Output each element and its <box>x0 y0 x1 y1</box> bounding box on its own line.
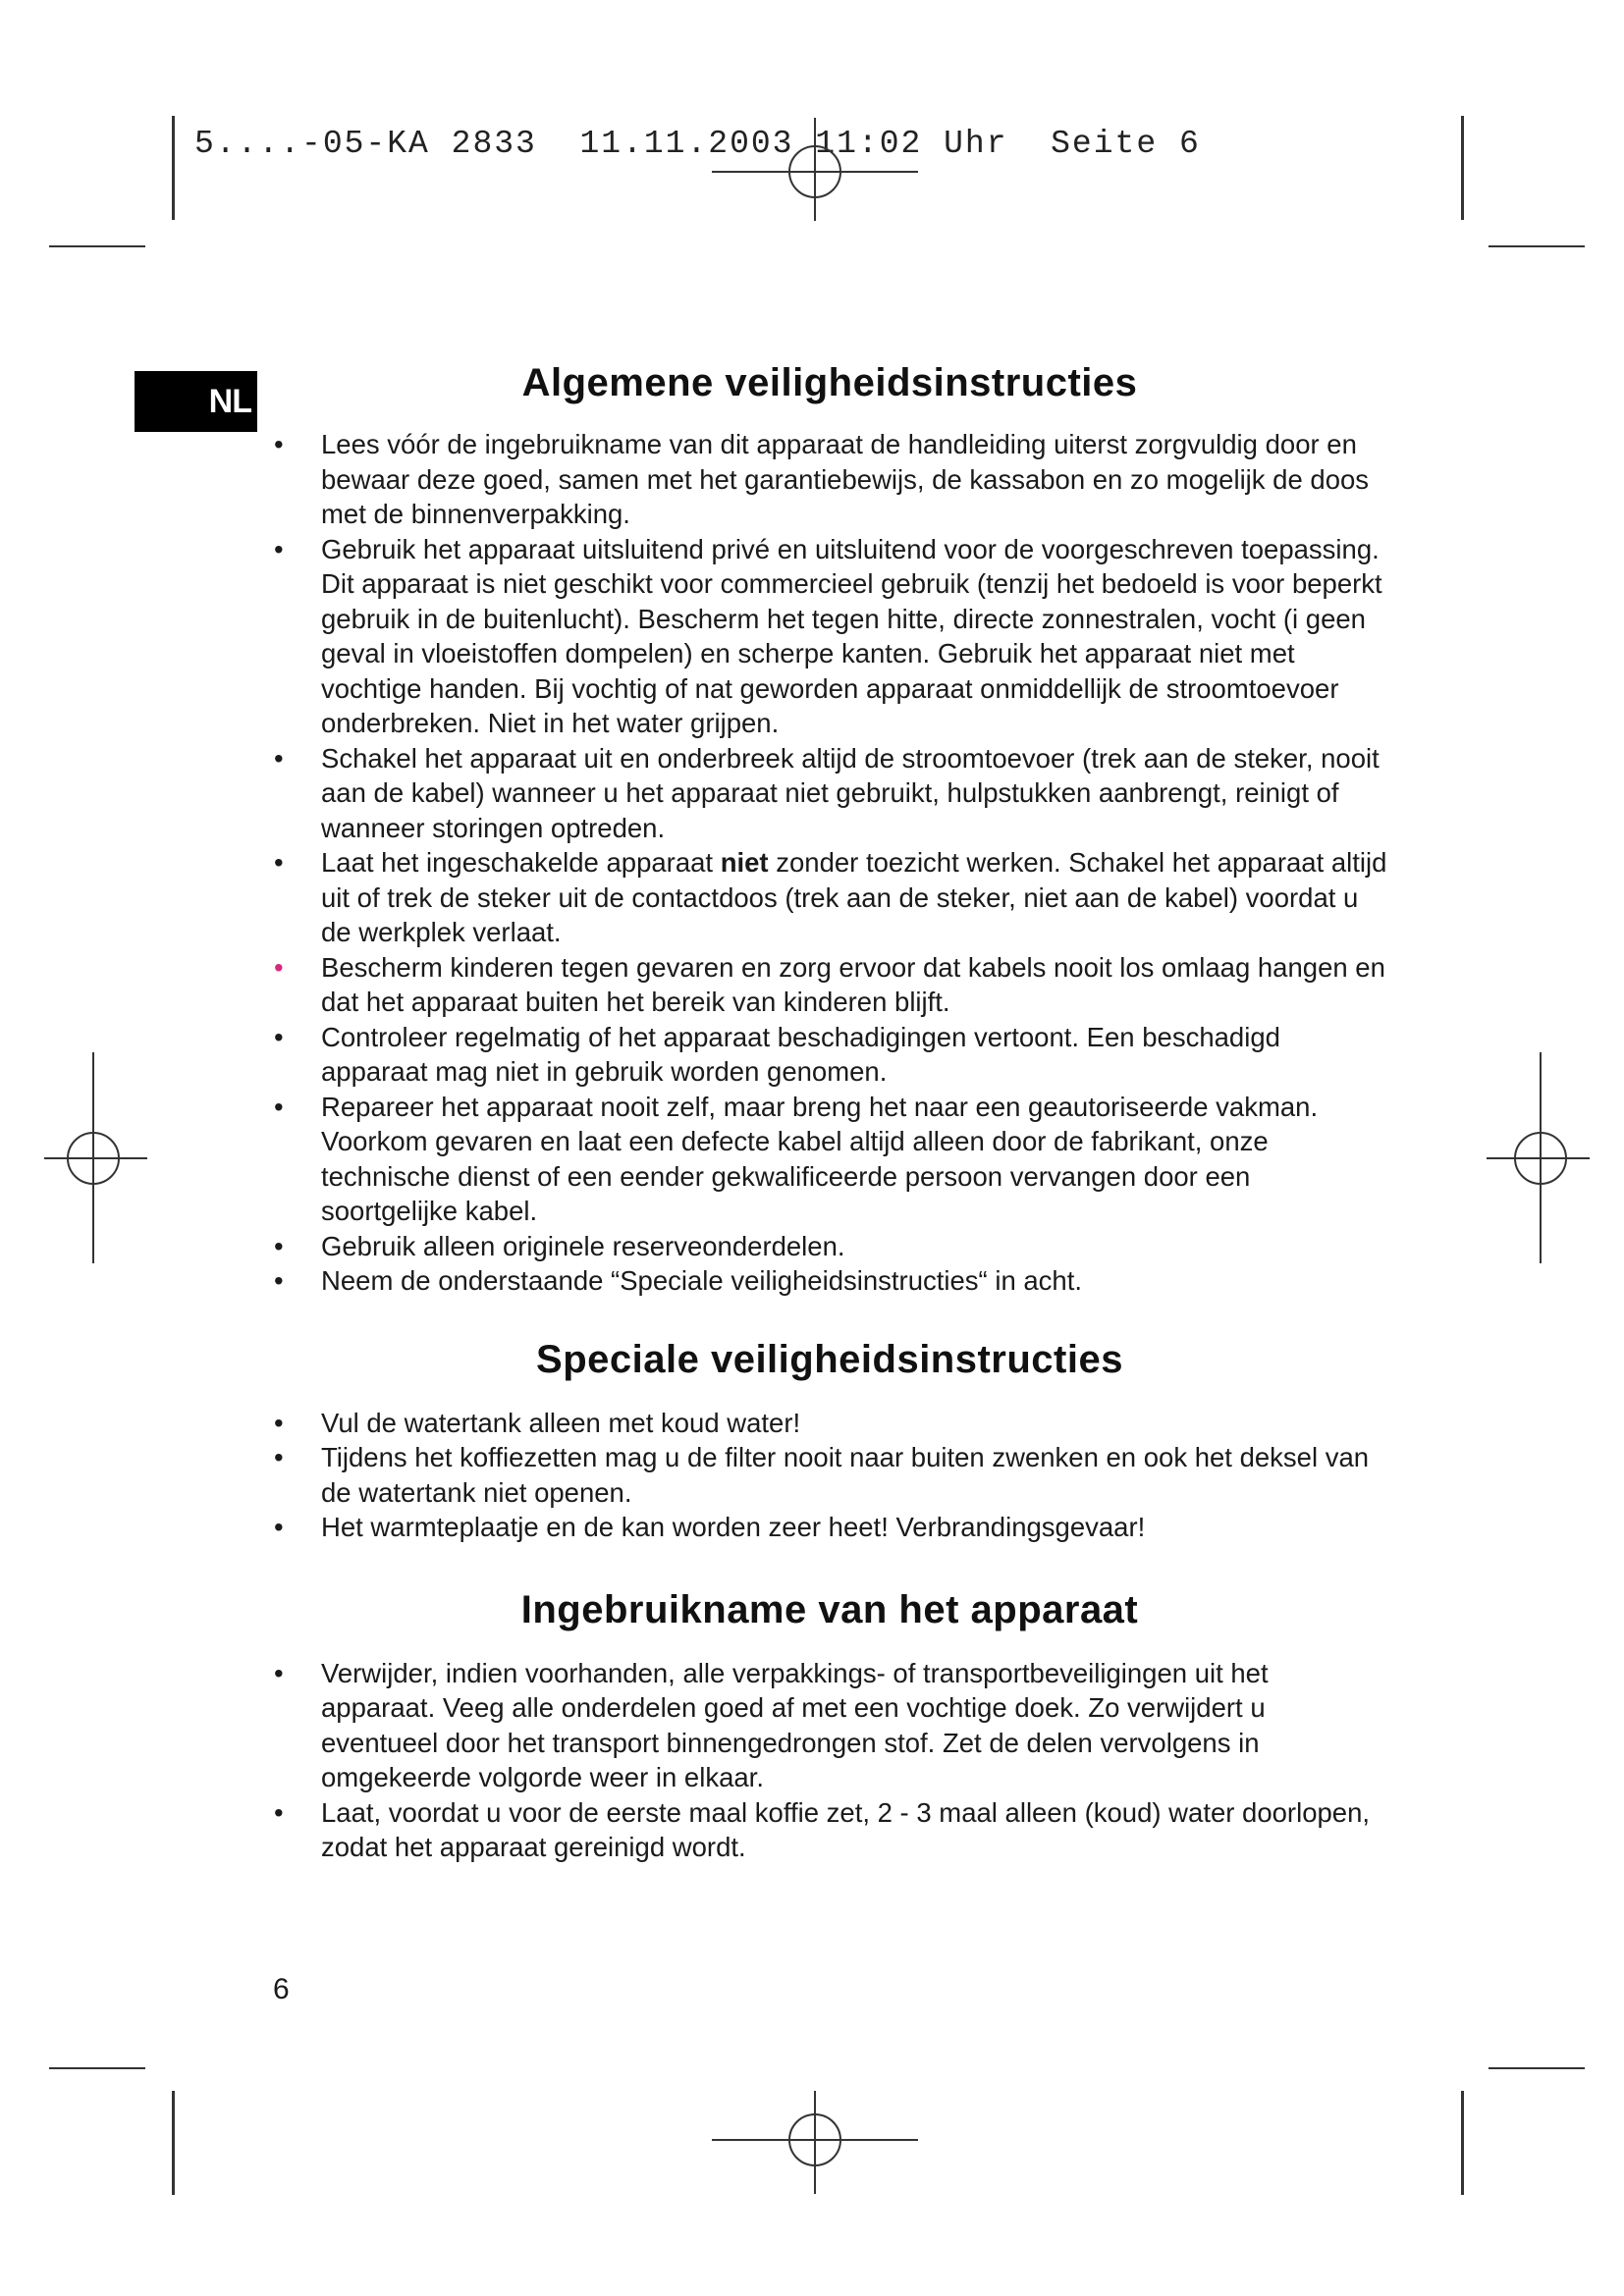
list-item: • Laat, voordat u voor de eerste maal koffie zet, 2 - 3 maal alleen (koud) water doorlopen, zodat het apparaat gereinigd wordt. <box>274 1796 1371 1862</box>
list-item: • Repareer het apparaat nooit zelf, maar breng het naar een geautoriseerde vakman. Voorkom gevaren en laat een defecte kabel altijd alleen door de fabrikant, onze technische dienst of een eender gekwalificeerde persoon vervangen door een soortgelijke kabel. <box>274 1091 1319 1226</box>
list-item: • Tijdens het koffiezetten mag u de filter nooit naar buiten zwenken en ook het deksel van de watertank niet openen. <box>274 1442 1370 1508</box>
list-item: • Het warmteplaatje en de kan worden zeer heet! Verbrandingsgevaar! <box>270 1510 1389 1545</box>
section-title-general-safety: Algemene veiligheidsinstructies <box>521 361 1138 404</box>
list-item: • Lees vóór de ingebruikname van dit apparaat de handleiding uiterst zorgvuldig door en bewaar deze goed, samen met het garantiebewijs, de kassabon en zo mogelijk de doos met de binnenverpakking. <box>274 429 1370 529</box>
bullet-icon: • <box>274 429 284 459</box>
crop-mark-bottom-right-v <box>1461 2091 1464 2195</box>
crop-mark-top-left-h <box>49 245 145 247</box>
crop-mark-bottom-right-h <box>1489 2067 1585 2069</box>
content <box>270 361 1389 1865</box>
registration-mark-right <box>1487 1052 1590 1263</box>
section-title-first-use: Ingebruikname van het apparaat <box>520 1587 1139 1631</box>
bullet-icon: • <box>274 1021 284 1052</box>
bullet-icon: • <box>274 1230 284 1261</box>
special-safety-list <box>270 1406 1389 1545</box>
bullet-icon: • <box>274 1442 284 1472</box>
emphasis-text: niet <box>720 847 769 878</box>
bullet-icon: • <box>274 847 284 878</box>
list-item: • Gebruik het apparaat uitsluitend privé en uitsluitend voor de voorgeschreven toepassing. Dit apparaat is niet geschikt voor commercieel gebruik (tenzij het bedoeld is voor beperkt gebruik in de buitenlucht). Bescherm het tegen hitte, directe zonnestralen, vocht (i geen geval in vloeistoffen dompelen) en scherpe kanten. Gebruik het apparaat niet met vochtige handen. Bij vochtig of nat geworden apparaat onmiddellijk de stroomtoevoer onderbreken. Niet in het water grijpen. <box>274 533 1382 738</box>
language-tab: NL <box>135 371 257 432</box>
list-item: • Vul de watertank alleen met koud water! <box>270 1406 1389 1441</box>
registration-mark-left <box>44 1052 147 1263</box>
list-item: • Bescherm kinderen tegen gevaren en zorg ervoor dat kabels nooit los omlaag hangen en dat het apparaat buiten het bereik van kinderen blijft. <box>274 951 1385 1017</box>
bullet-icon: • <box>274 1407 284 1438</box>
bullet-icon: • <box>274 1091 284 1122</box>
registration-mark-top <box>712 118 918 221</box>
crop-mark-top-left-v <box>172 116 175 220</box>
bullet-icon: • <box>274 1512 284 1542</box>
bullet-icon: • <box>274 533 284 564</box>
first-use-list <box>270 1656 1389 1865</box>
crop-mark-top-right-v <box>1461 116 1464 220</box>
page-number: 6 <box>273 1973 290 2005</box>
list-item: • Gebruik alleen originele reserveonderdelen. <box>270 1229 1389 1264</box>
list-item: • Laat het ingeschakelde apparaat niet zonder toezicht werken. Schakel het apparaat altijd uit of trek de steker uit de contactdoos (trek aan de steker, niet aan de kabel) voordat u de werkplek verlaat. <box>274 847 1387 947</box>
list-item: • Controleer regelmatig of het apparaat beschadigingen vertoont. Een beschadigd apparaat mag niet in gebruik worden genomen. <box>274 1021 1280 1087</box>
general-safety-list <box>270 427 1389 1299</box>
bullet-icon: • <box>274 1265 284 1296</box>
section-title-special-safety: Speciale veiligheidsinstructies <box>536 1337 1123 1381</box>
list-item: • Neem de onderstaande “Speciale veiligheidsinstructies“ in acht. <box>270 1263 1389 1299</box>
crop-mark-top-right-h <box>1489 245 1585 247</box>
registration-mark-bottom <box>712 2091 918 2194</box>
list-item: • Schakel het apparaat uit en onderbreek altijd de stroomtoevoer (trek aan de steker, nooit aan de kabel) wanneer u het apparaat niet gebruikt, hulpstukken aanbrengt, reinigt of wanneer storingen optreden. <box>274 742 1380 843</box>
list-item: • Verwijder, indien voorhanden, alle verpakkings- of transportbeveiligingen uit het apparaat. Veeg alle onderdelen goed af met een vochtige doek. Zo verwijdert u eventueel door het transport binnengedrongen stof. Zet de delen vervolgens in omgekeerde volgorde weer in elkaar. <box>274 1657 1269 1792</box>
print-header: 5....-05-KA 2833 11.11.2003 11:02 Uhr Seite 6 <box>194 126 1201 162</box>
crop-mark-bottom-left-h <box>49 2067 145 2069</box>
bullet-icon: • <box>274 1657 284 1688</box>
crop-mark-bottom-left-v <box>172 2091 175 2195</box>
bullet-icon: • <box>274 951 284 983</box>
bullet-icon: • <box>274 742 284 774</box>
bullet-icon: • <box>274 1796 284 1828</box>
